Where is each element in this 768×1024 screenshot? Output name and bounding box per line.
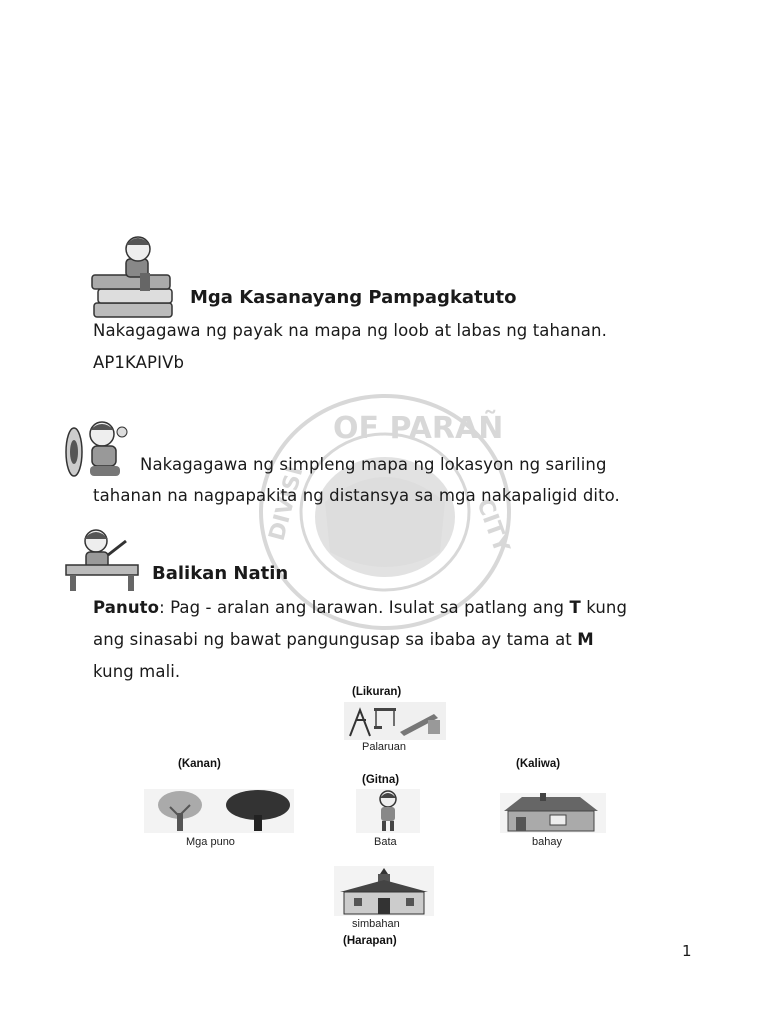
svg-text:DIVISI: DIVISI [264, 463, 309, 544]
instruction-line-3: kung mali. [93, 662, 181, 681]
division-seal-watermark [255, 392, 515, 632]
label-bata: Bata [374, 836, 397, 848]
church-icon [334, 866, 434, 916]
label-kaliwa: (Kaliwa) [516, 758, 561, 770]
label-palaruan: Palaruan [362, 741, 407, 753]
objective-line-2: tahanan na nagpapakita ng distansya sa mga nakapaligid dito. [93, 486, 620, 505]
competency-code: AP1KAPIVb [93, 353, 185, 372]
child-at-desk-icon [64, 527, 146, 593]
section-heading-balikan: Balikan Natin [152, 563, 289, 584]
svg-text:CITY: CITY [471, 495, 514, 556]
learning-competency-text: Nakagagawa ng payak na mapa ng loob at labas ng tahanan. [93, 321, 607, 340]
house-icon [500, 793, 606, 833]
mark-true: T [569, 598, 581, 617]
instruction-label: Panuto [93, 598, 160, 617]
svg-text:OF PARAÑ: OF PARAÑ [333, 411, 504, 446]
label-kanan: (Kanan) [178, 758, 221, 770]
page-number: 1 [682, 942, 692, 960]
instruction-text-2: kung [580, 598, 628, 617]
child-on-books-icon [88, 233, 188, 321]
child-dartboard-icon [64, 420, 136, 482]
label-mga-puno: Mga puno [186, 836, 235, 848]
label-bahay: bahay [532, 836, 562, 848]
label-gitna: (Gitna) [362, 774, 400, 786]
playground-icon [344, 702, 446, 740]
instruction-line-1 [93, 598, 627, 617]
instruction-text-1: : Pag - aralan ang larawan. Isulat sa patlang ang [159, 598, 570, 617]
trees-icon [144, 789, 294, 833]
section-heading-kasanayan: Mga Kasanayang Pampagkatuto [190, 287, 517, 308]
mark-false: M [577, 630, 594, 649]
label-harapan: (Harapan) [343, 935, 397, 947]
objective-line-1: Nakagagawa ng simpleng mapa ng lokasyon ng sariling [140, 455, 607, 474]
instruction-line-2 [93, 630, 594, 649]
label-likuran: (Likuran) [352, 686, 402, 698]
child-icon [356, 789, 420, 833]
label-simbahan: simbahan [352, 918, 400, 930]
instruction-text-3: ang sinasabi ng bawat pangungusap sa ibaba ay tama at [93, 630, 578, 649]
